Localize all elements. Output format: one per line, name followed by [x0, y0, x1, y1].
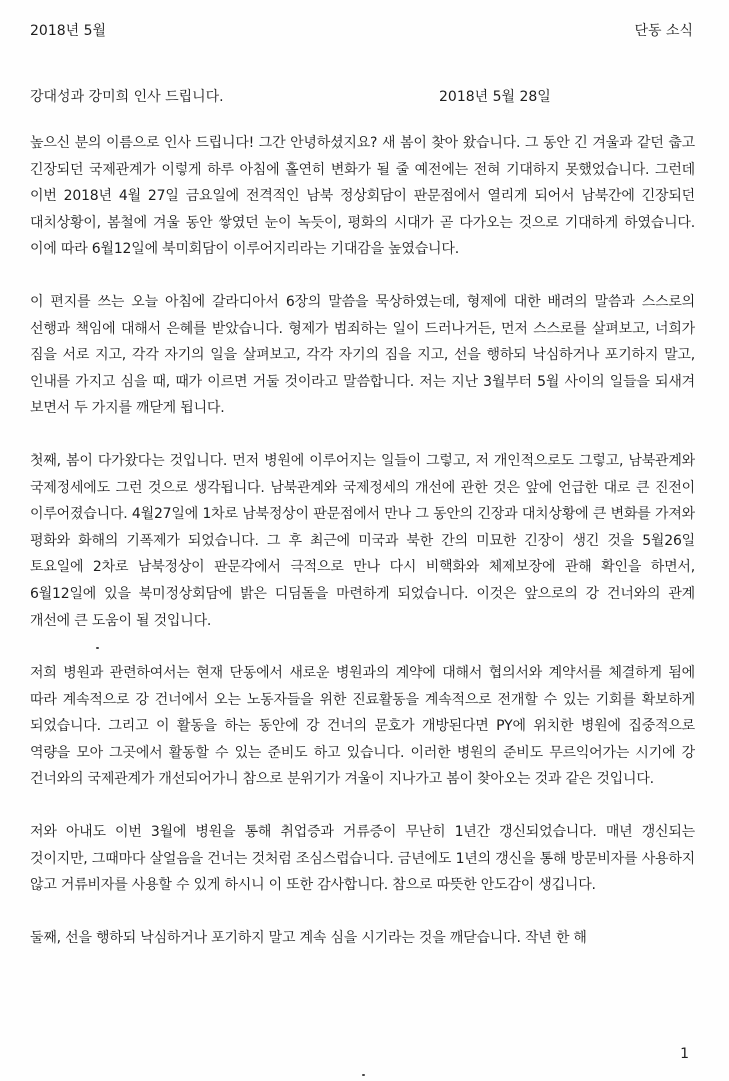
greeting-text: 강대성과 강미희 인사 드립니다.: [30, 89, 224, 105]
paragraph: 첫째, 봄이 다가왔다는 것입니다. 먼저 병원에 이루어지는 일들이 그렇고, 저 개인적으로도 그렇고, 남북관계와 국제정세에도 그런 것으로 생각됩니다. 남북관계와 국제정세의 개선에 관한 것은 앞에 언급한 대로 큰 진전이 이루어졌습니다. 4월27일에 1차로 남북정상이 판문점에서 만나 그 동안의 긴장과 대치상황에 큰 변화를 가져와 평화와 화해의 기폭제가 되었습니다. 그 후 최근에 미국과 북한 간의 미묘한 긴장이 생긴 것을 5월26일 토요일에 2차로 남북정상이 판문각에서 극적으로 만나 다시 비핵화와 체제보장에 관해 확인을 하면서, 6월12일에 있을 북미정상회담에 밝은 디딤돌을 마련하게 되었습니다. 이것은 앞으로의 강 건너와의 관계 개선에 큰 도움이 될 것입니다.: [30, 452, 695, 629]
header-date: 2018년 5월: [30, 23, 107, 39]
page-header: [30, 20, 699, 44]
header-title: 단동 소식: [634, 23, 693, 39]
page-number: 1: [680, 1046, 689, 1062]
scan-speck: [362, 1074, 365, 1076]
paragraph: 저희 병원과 관련하여서는 현재 단동에서 새로운 병원과의 계약에 대해서 협의서와 계약서를 체결하게 됨에 따라 계속적으로 강 건너에서 오는 노동자들을 위한 진료활동을 계속적으로 전개할 수 있는 기회를 확보하게 되었습니다. 그리고 이 활동을 하는 동안에 강 건너의 문호가 개방된다면 PY에 위치한 병원에 집중적으로 역량을 모아 그곳에서 활동할 수 있는 준비도 하고 있습니다. 이러한 병원의 준비도 무르익어가는 시기에 강 건너와의 국제관계가 개선되어가니 참으로 분위기가 겨울이 지나가고 봄이 찾아오는 것과 같은 것입니다.: [30, 665, 695, 788]
letter-body: [30, 130, 695, 977]
paragraph: 이 편지를 쓰는 오늘 아침에 갈라디아서 6장의 말씀을 묵상하였는데, 형제에 대한 배려의 말씀과 스스로의 선행과 책임에 대해서 은혜를 받았습니다. 형제가 범죄하는 일이 드러나거든, 먼저 스스로를 살펴보고, 너희가 짐을 서로 지고, 각각 자기의 일을 살펴보고, 각각 자기의 짐을 지고, 선을 행하되 낙심하거나 포기하지 말고, 인내를 가지고 심을 때, 때가 이르면 거둘 것이라고 말씀합니다. 저는 지난 3월부터 5월 사이의 일들을 되새겨 보면서 두 가지를 깨닫게 됩니다.: [30, 293, 695, 417]
letter-date: 2018년 5월 28일: [439, 89, 551, 105]
paragraph: 높으신 분의 이름으로 인사 드립니다! 그간 안녕하셨지요? 새 봄이 찾아 왔습니다. 그 동안 긴 겨울과 같던 춥고 긴장되던 국제관계가 이렇게 하루 아침에 홀연히 변화가 될 줄 예전에는 전혀 기대하지 못했었습니다. 그런데 이번 2018년 4월 27일 금요일에 전격적인 남북 정상회담이 판문점에서 열리게 되어서 남북간에 긴장되던 대치상황이, 봄철에 겨울 동안 쌓였던 눈이 녹듯이, 평화의 시대가 곧 다가오는 것으로 기대하게 하였습니다. 이에 따라 6월12일에 북미회담이 이루어지리라는 기대감을 높였습니다.: [30, 135, 695, 258]
scan-speck: [96, 647, 99, 649]
paragraph: 둘째, 선을 행하되 낙심하거나 포기하지 말고 계속 심을 시기라는 것을 깨닫습니다. 작년 한 해: [30, 929, 587, 946]
paragraph: 저와 아내도 이번 3월에 병원을 통해 취업증과 거류증이 무난히 1년간 갱신되었습니다. 매년 갱신되는 것이지만, 그때마다 살얼음을 건너는 것처럼 조심스럽습니다. 금년에도 1년의 갱신을 통해 방문비자를 사용하지 않고 거류비자를 사용할 수 있게 하시니 이 또한 감사합니다. 참으로 따뜻한 안도감이 생깁니다.: [30, 824, 695, 894]
